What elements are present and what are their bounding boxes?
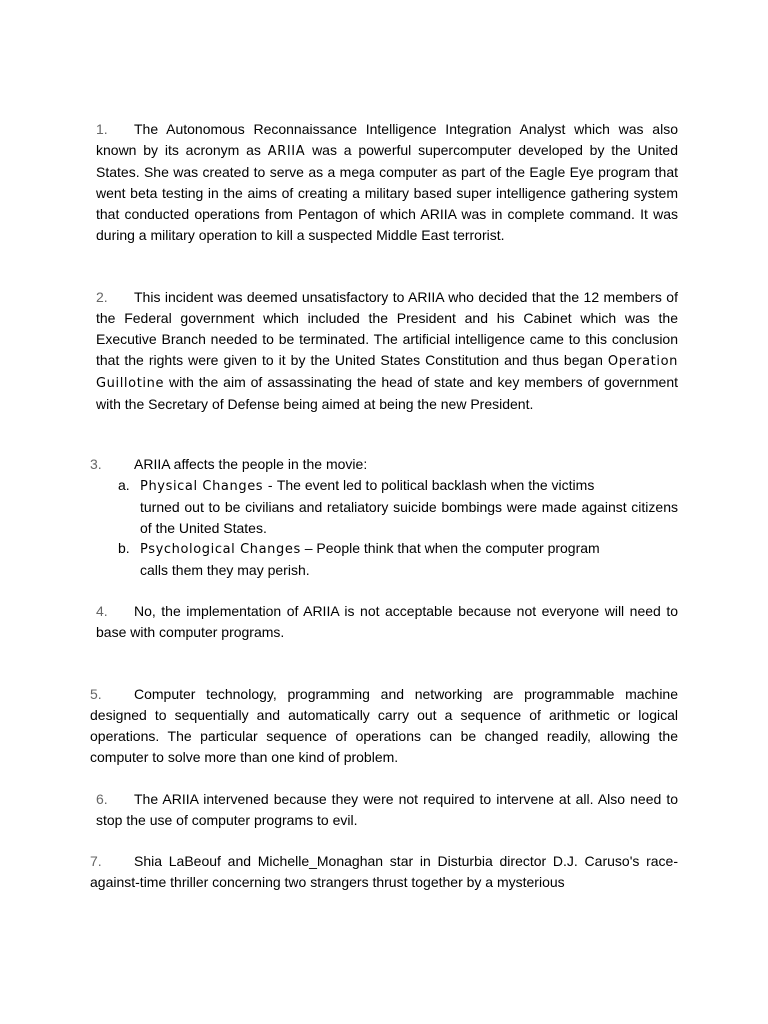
- paragraph-6: [96, 789, 678, 831]
- paragraph-text: ARIIA affects the people in the movie:: [134, 456, 368, 472]
- paragraph-text: The Autonomous Reconnaissance Intelligence Integration Analyst which was also known by its acronym as: [96, 121, 678, 158]
- acronym-text: ARIIA: [267, 144, 306, 159]
- operation-name: Operation Guillotine: [96, 354, 678, 391]
- subitem-text: The event led to political backlash when the victims: [276, 477, 595, 493]
- item-number: 4.: [96, 603, 108, 619]
- subitem-a: [118, 475, 678, 539]
- item-number: 5.: [90, 686, 102, 702]
- paragraph-5: [90, 684, 678, 768]
- paragraph-text: Computer technology, programming and networking are programmable machine designed to sequentially and automatically carry out a sequence of arithmetic or logical operations. The particular sequence of operations can be changed readily, allowing the computer to solve more than one kind of problem.: [90, 686, 678, 765]
- subitem-text: turned out to be civilians and retaliatory suicide bombings were made against citizens of the United States.: [140, 499, 678, 536]
- paragraph-text: Shia LaBeouf and Michelle_Monaghan star in Disturbia director D.J. Caruso's race-against-time thriller concerning two strangers thrust together by a mysterious: [90, 853, 678, 890]
- subitem-letter: a.: [118, 477, 130, 493]
- item-number: 3.: [90, 456, 102, 472]
- paragraph-7: [90, 851, 678, 893]
- subitem-b: [118, 538, 658, 581]
- subitem-text: calls them they may perish.: [140, 562, 310, 578]
- subitem-heading: Psychological Changes: [140, 542, 301, 557]
- paragraph-3: [90, 454, 672, 475]
- paragraph-text: No, the implementation of ARIIA is not acceptable because not everyone will need to base with computer programs.: [96, 603, 678, 640]
- item-number: 1.: [96, 121, 108, 137]
- paragraph-4: [96, 601, 678, 643]
- subitem-heading: Physical Changes -: [140, 479, 274, 494]
- paragraph-text: The ARIIA intervened because they were not required to intervene at all. Also need to stop the use of computer programs to evil.: [96, 791, 678, 828]
- item-number: 6.: [96, 791, 108, 807]
- subitem-text: – People think that when the computer program: [304, 540, 600, 556]
- item-number: 2.: [96, 289, 108, 305]
- paragraph-text: with the aim of assassinating the head of state and key members of government with the Secretary of Defense being aimed at being the new President.: [96, 374, 679, 412]
- paragraph-text: This incident was deemed unsatisfactory to ARIIA who decided that the 12 members of the Federal government which included the President and his Cabinet which was the Executive Branch needed to be terminated. The artificial intelligence came to this conclusion that the rights were given to it by the United States Constitution and thus began: [96, 289, 678, 368]
- subitem-letter: b.: [118, 540, 130, 556]
- item-number: 7.: [90, 853, 102, 869]
- paragraph-2: [96, 287, 678, 415]
- paragraph-text: was a powerful supercomputer developed by the United States. She was created to serve as a mega computer as part of the Eagle Eye program that went beta testing in the aims of creating a military based super intelligence gathering system that conducted operations from Pentagon of which ARIIA was in complete command. It was during a military operation to kill a suspected Middle East terrorist.: [96, 142, 678, 243]
- paragraph-1: [96, 119, 678, 246]
